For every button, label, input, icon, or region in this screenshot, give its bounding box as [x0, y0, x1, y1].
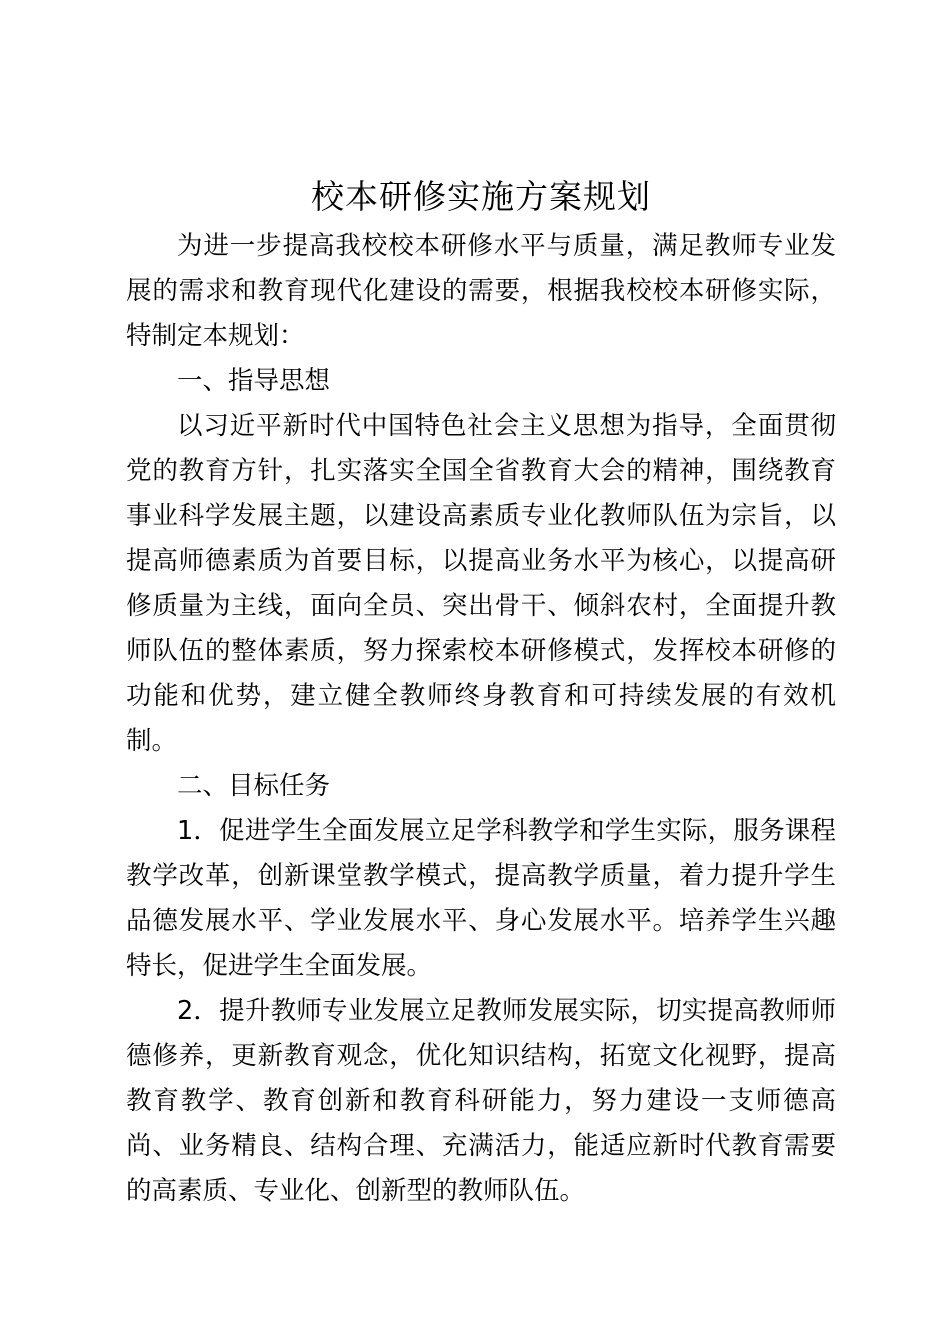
section1-paragraph: 以习近平新时代中国特色社会主义思想为指导，全面贯彻党的教育方针，扎实落实全国全省教育大会的精神，围绕教育事业科学发展主题，以建设高素质专业化教师队伍为宗旨，以提高师德素质为首要目标，以提高业务水平为核心，以提高研修质量为主线，面向全员、突出骨干、倾斜农村，全面提升教师队伍的整体素质，努力探索校本研修模式，发挥校本研修的功能和优势，建立健全教师终身教育和可持续发展的有效机制。	[126, 411, 836, 756]
document-body	[126, 224, 836, 1214]
intro-paragraph: 为进一步提高我校校本研修水平与质量，满足教师专业发展的需求和教育现代化建设的需要，根据我校校本研修实际，特制定本规划：	[126, 231, 836, 351]
document-title: 校本研修实施方案规划	[311, 177, 651, 216]
section1-heading: 一、指导思想	[177, 366, 331, 396]
section2-heading: 二、目标任务	[177, 771, 331, 801]
section2-item1-paragraph: 1．促进学生全面发展立足学科教学和学生实际，服务课程教学改革，创新课堂教学模式，提高教学质量，着力提升学生品德发展水平、学业发展水平、身心发展水平。培养学生兴趣特长，促进学生全面发展。	[126, 816, 836, 981]
section2-item2-paragraph: 2．提升教师专业发展立足教师发展实际，切实提高教师师德修养，更新教育观念，优化知识结构，拓宽文化视野，提高教育教学、教育创新和教育科研能力，努力建设一支师德高尚、业务精良、结构合理、充满活力，能适应新时代教育需要的高素质、专业化、创新型的教师队伍。	[126, 996, 836, 1206]
